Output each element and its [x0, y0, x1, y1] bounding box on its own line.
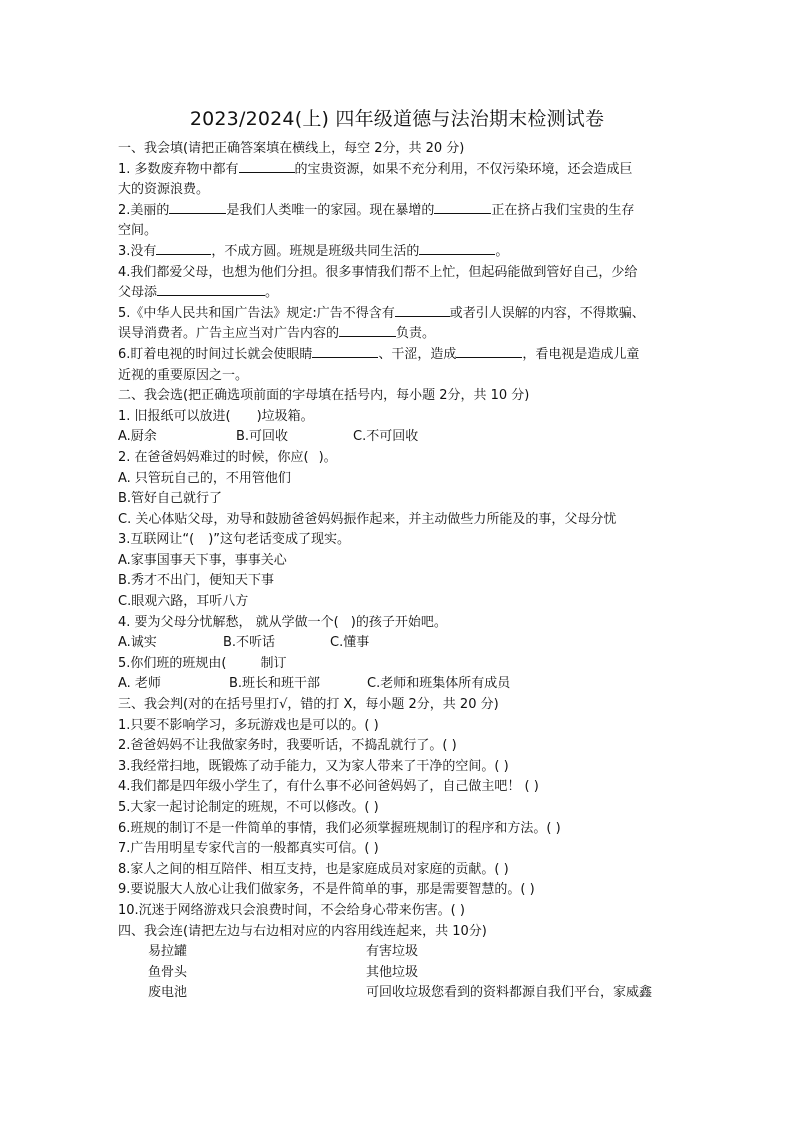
judge-item[interactable]: 4.我们都是四年级小学生了，有什么事不必问爸妈妈了，自己做主吧！ ( ) [118, 779, 539, 795]
judge-item[interactable]: 6.班规的制订不是一件简单的事情，我们必须掌握班规制订的程序和方法。( ) [118, 820, 561, 836]
fill-q6-line2: 近视的重要原因之一。 [118, 367, 249, 383]
option-c[interactable]: C.不可回收 [353, 429, 419, 445]
fill-q3: 3.没有 ，不成方圆。班规是班级共同生活的 。 [118, 243, 509, 259]
fill-q1-line1: 1. 多数废弃物中都有 的宝贵资源，如果不充分利用，不仅污染环境，还会造成巨 [118, 161, 633, 177]
match-row [118, 942, 688, 963]
option-c[interactable]: C.老师和班集体所有成员 [367, 676, 511, 692]
exam-title: 2023/2024(上) 四年级道德与法治期末检测试卷 [189, 108, 605, 130]
answer-blank[interactable] [395, 304, 450, 317]
judge-item[interactable]: 8.家人之间的相互陪伴、相互支持，也是家庭成员对家庭的贡献。( ) [118, 861, 509, 877]
fill-q1-line2: 大的资源浪费。 [118, 182, 210, 198]
choice-q1-options [118, 427, 688, 448]
answer-blank[interactable] [169, 201, 226, 214]
judge-item[interactable]: 10.沉迷于网络游戏只会浪费时间，不会给身心带来伤害。( ) [118, 902, 465, 918]
option-a[interactable]: A. 老师 [118, 676, 161, 692]
section-3-heading: 三、我会判(对的在括号里打√，错的打 X，每小题 2分，共 20 分) [118, 697, 499, 713]
match-left-item[interactable]: 易拉罐 [148, 944, 188, 960]
fill-q4-line2: 父母添 。 [118, 285, 279, 301]
choice-q4-stem: 4. 要为父母分忧解愁， 就从学做一个( )的孩子开始吧。 [118, 614, 447, 630]
choice-q2-stem: 2. 在爸爸妈妈难过的时候，你应( )。 [118, 449, 337, 465]
judge-item[interactable]: 3.我经常扫地，既锻炼了动手能力，又为家人带来了干净的空间。( ) [118, 758, 509, 774]
answer-blank[interactable] [312, 345, 378, 358]
answer-blank[interactable] [157, 283, 265, 296]
fill-q6-line1: 6.盯着电视的时间过长就会使眼睛 、干涩，造成 ，看电视是造成儿童 [118, 346, 640, 362]
option-a[interactable]: A.厨余 [118, 429, 157, 445]
answer-blank[interactable] [156, 242, 211, 255]
fill-q5-line2: 误导消费者。广告主应当对广告内容的 负责。 [118, 326, 436, 342]
answer-blank[interactable] [239, 160, 295, 173]
match-row [118, 963, 688, 984]
match-left-item[interactable]: 鱼骨头 [148, 964, 188, 980]
choice-q3-option-a[interactable]: A.家事国事天下事，事事关心 [118, 552, 287, 568]
option-a[interactable]: A.诚实 [118, 635, 157, 651]
choice-q1-stem: 1. 旧报纸可以放进( )垃圾箱。 [118, 408, 314, 424]
fill-q2-line2: 空间。 [118, 223, 158, 239]
option-b[interactable]: B.班长和班干部 [229, 676, 321, 692]
fill-q4-line1: 4.我们都爱父母，也想为他们分担。很多事情我们帮不上忙，但起码能做到管好自己，少给 [118, 264, 638, 280]
judge-item[interactable]: 5.大家一起讨论制定的班规，不可以修改。( ) [118, 800, 379, 815]
section-2-heading: 二、我会选(把正确选项前面的字母填在括号内，每小题 2分，共 10 分) [118, 388, 530, 404]
answer-blank[interactable] [419, 242, 495, 255]
judge-item[interactable]: 7.广告用明星专家代言的一般都真实可信。( ) [118, 841, 379, 857]
judge-item[interactable]: 2.爸爸妈妈不让我做家务时，我要听话，不捣乱就行了。( ) [118, 738, 457, 754]
choice-q2-option-c[interactable]: C. 关心体贴父母，劝导和鼓励爸爸妈妈振作起来，并主动做些力所能及的事，父母分忧 [118, 511, 617, 527]
choice-q4-options [118, 633, 688, 654]
choice-q3-stem: 3.互联网让“( )”这句老话变成了现实。 [118, 532, 351, 548]
fill-q2-line1: 2.美丽的 是我们人类唯一的家园。现在暴增的 正在挤占我们宝贵的生存 [118, 202, 635, 218]
match-right-item[interactable]: 其他垃圾 [366, 964, 419, 980]
answer-blank[interactable] [434, 201, 491, 214]
choice-q5-stem: 5.你们班的班规由( 制订 [118, 655, 287, 671]
answer-blank[interactable] [456, 345, 522, 358]
section-4-heading: 四、我会连(请把左边与右边相对应的内容用线连起来，共 10分) [118, 923, 487, 939]
match-row [118, 983, 688, 1004]
judge-item[interactable]: 1.只要不影响学习，多玩游戏也是可以的。( ) [118, 717, 379, 733]
match-left-item[interactable]: 废电池 [148, 985, 188, 1001]
judge-item[interactable]: 9.要说服大人放心让我们做家务，不是件简单的事，那是需要智慧的。( ) [118, 882, 535, 898]
option-c[interactable]: C.懂事 [330, 635, 370, 651]
choice-q3-option-c[interactable]: C.眼观六路，耳听八方 [118, 594, 249, 610]
option-b[interactable]: B.不听话 [223, 635, 276, 651]
choice-q3-option-b[interactable]: B.秀才不出门，便知天下事 [118, 573, 275, 589]
exam-body [118, 139, 688, 1004]
fill-q5-line1: 5.《中华人民共和国广告法》规定:广告不得含有 或者引人误解的内容，不得欺骗、 [118, 305, 645, 321]
choice-q2-option-a[interactable]: A. 只管玩自己的，不用管他们 [118, 470, 291, 486]
match-right-item[interactable]: 可回收垃圾您看到的资料都源自我们平台，家威鑫 [366, 985, 653, 1001]
choice-q5-options [118, 674, 688, 695]
choice-q2-option-b[interactable]: B.管好自己就行了 [118, 491, 223, 507]
option-b[interactable]: B.可回收 [236, 429, 289, 445]
section-1-heading: 一、我会填(请把正确答案填在横线上，每空 2分，共 20 分) [118, 141, 465, 156]
match-right-item[interactable]: 有害垃圾 [366, 944, 419, 960]
answer-blank[interactable] [339, 324, 396, 337]
